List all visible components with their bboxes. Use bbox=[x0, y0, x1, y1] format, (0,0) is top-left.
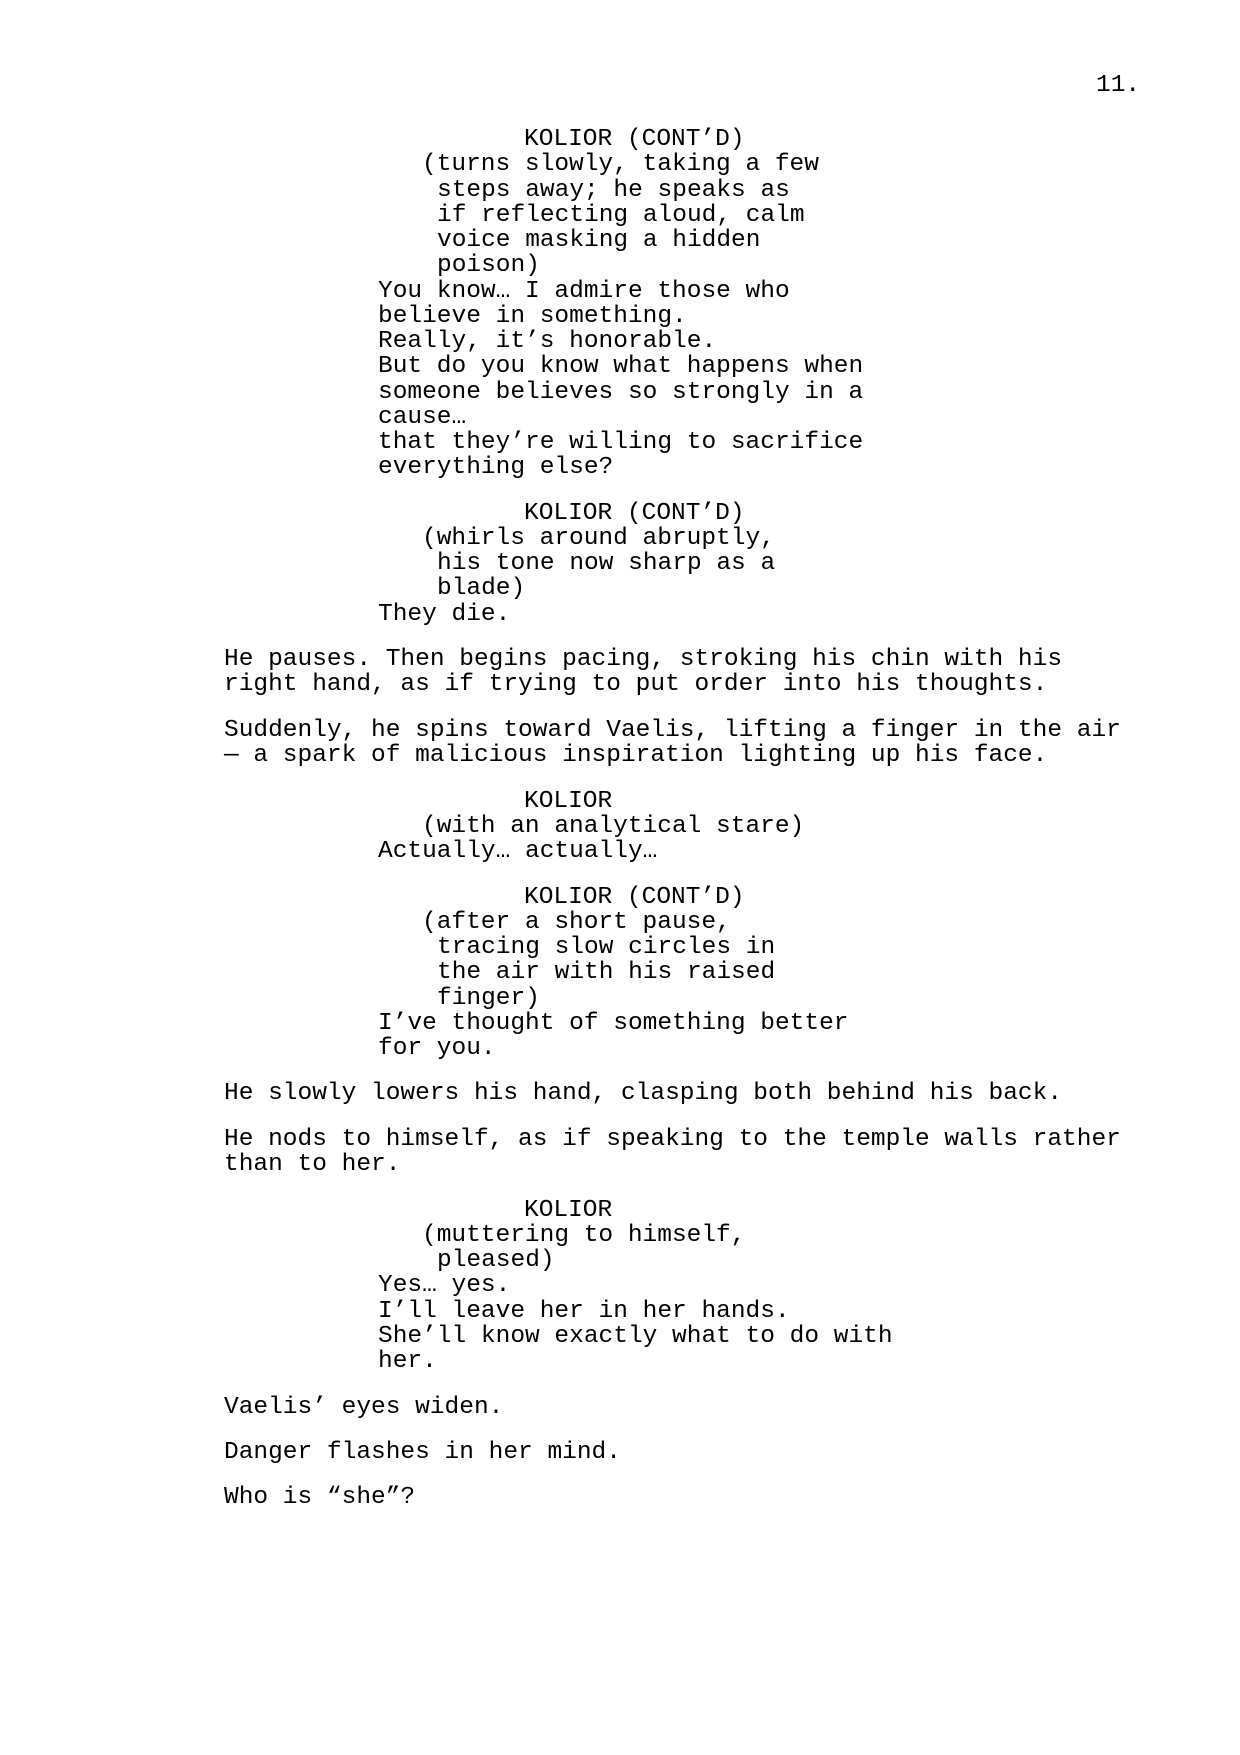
script-line: believe in something. bbox=[378, 302, 687, 330]
script-line: cause… bbox=[378, 403, 467, 431]
script-line: blade) bbox=[437, 575, 526, 603]
character-cue bbox=[524, 127, 745, 152]
script-line: steps away; he speaks as bbox=[437, 176, 790, 204]
script-line: Danger flashes in her mind. bbox=[224, 1439, 621, 1466]
dialogue bbox=[378, 1273, 893, 1374]
script-line: — a spark of malicious inspiration lighting up his face. bbox=[224, 742, 1048, 770]
script-line: (with an analytical stare) bbox=[422, 812, 805, 840]
dialogue bbox=[378, 839, 657, 864]
parenthetical bbox=[422, 910, 775, 1011]
character-cue bbox=[524, 885, 745, 910]
script-line: Who is “she”? bbox=[224, 1484, 416, 1512]
dialogue bbox=[378, 602, 510, 627]
script-line: pleased) bbox=[437, 1247, 555, 1275]
script-line: KOLIOR bbox=[524, 1196, 613, 1224]
action-paragraph bbox=[224, 718, 1121, 769]
script-line: her. bbox=[378, 1348, 437, 1376]
script-line: tracing slow circles in bbox=[437, 934, 776, 961]
script-line: Yes… yes. bbox=[378, 1272, 511, 1300]
script-line: He slowly lowers his hand, clasping both behind his back. bbox=[224, 1080, 1063, 1108]
script-line: if reflecting aloud, calm bbox=[437, 201, 805, 229]
parenthetical bbox=[422, 152, 819, 278]
script-line: Suddenly, he spins toward Vaelis, lifting a finger in the air bbox=[224, 716, 1121, 744]
script-line: Really, it’s honorable. bbox=[378, 328, 717, 355]
parenthetical bbox=[422, 814, 804, 839]
script-line: right hand, as if trying to put order into his thoughts. bbox=[224, 671, 1048, 699]
character-cue bbox=[524, 1198, 612, 1223]
script-line: She’ll know exactly what to do with bbox=[378, 1322, 893, 1350]
script-line: someone believes so strongly in a bbox=[378, 378, 864, 406]
script-line: (whirls around abruptly, bbox=[422, 524, 775, 552]
script-line: voice masking a hidden bbox=[437, 227, 761, 254]
script-line: KOLIOR (CONT’D) bbox=[524, 499, 745, 527]
script-line: KOLIOR (CONT’D) bbox=[524, 883, 745, 911]
script-line: You know… I admire those who bbox=[378, 277, 790, 305]
script-line: his tone now sharp as a bbox=[437, 550, 776, 578]
script-line: for you. bbox=[378, 1035, 496, 1062]
parenthetical bbox=[422, 1223, 745, 1274]
character-cue bbox=[524, 789, 612, 814]
script-line: (turns slowly, taking a few bbox=[422, 151, 819, 179]
script-line: I’ve thought of something better bbox=[378, 1009, 849, 1037]
script-line: Vaelis’ eyes widen. bbox=[224, 1393, 504, 1421]
script-line: everything else? bbox=[378, 454, 614, 482]
action-paragraph bbox=[224, 1440, 621, 1465]
action-paragraph bbox=[224, 1485, 415, 1510]
page-number: 11. bbox=[1096, 72, 1141, 99]
character-cue bbox=[524, 501, 745, 526]
script-line: He pauses. Then begins pacing, stroking his chin with his bbox=[224, 646, 1063, 674]
script-line: the air with his raised bbox=[437, 959, 776, 987]
script-line: KOLIOR (CONT’D) bbox=[524, 126, 745, 153]
action-paragraph bbox=[224, 1127, 1121, 1178]
script-line: But do you know what happens when bbox=[378, 353, 864, 381]
script-line: They die. bbox=[378, 600, 511, 628]
script-line: finger) bbox=[437, 984, 540, 1012]
dialogue bbox=[378, 1011, 848, 1062]
script-line: (muttering to himself, bbox=[422, 1221, 746, 1249]
script-line: (after a short pause, bbox=[422, 908, 731, 936]
parenthetical bbox=[422, 526, 775, 602]
action-paragraph bbox=[224, 1081, 1062, 1106]
action-paragraph bbox=[224, 647, 1062, 698]
script-line: poison) bbox=[437, 252, 540, 280]
script-line: He nods to himself, as if speaking to the temple walls rather bbox=[224, 1125, 1121, 1153]
dialogue bbox=[378, 279, 863, 481]
script-line: than to her. bbox=[224, 1151, 401, 1179]
script-line: KOLIOR bbox=[524, 787, 613, 815]
script-line: Actually… actually… bbox=[378, 838, 658, 866]
script-line: I’ll leave her in her hands. bbox=[378, 1297, 790, 1325]
script-line: that they’re willing to sacrifice bbox=[378, 429, 864, 456]
action-paragraph bbox=[224, 1395, 503, 1420]
